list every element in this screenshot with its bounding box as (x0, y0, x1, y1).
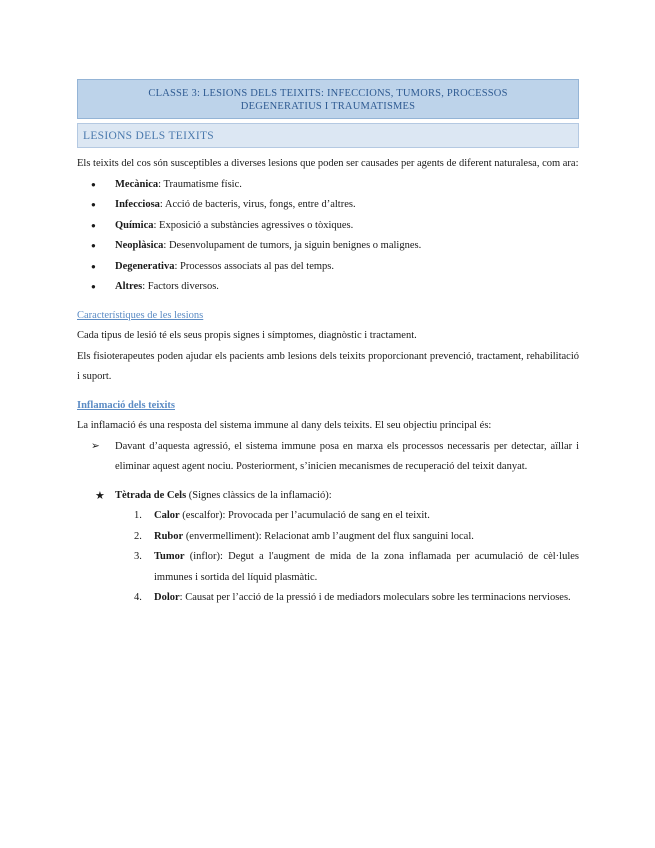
bullet-icon: ● (91, 179, 96, 189)
list-item: 3. Tumor (inflor): Degut a l'augment de mida de la zona inflamada per acumulació de cèl·lules immunes i sortida del líquid plasmàtic. (134, 551, 579, 583)
causes-list (77, 175, 579, 298)
bullet-icon: ● (91, 261, 96, 271)
title-line-2: DEGENERATIUS I TRAUMATISMES (240, 101, 416, 112)
tetrad-term: Tètrada de Cels (115, 489, 187, 501)
arrow-item-text: Davant d’aquesta agressió, el sistema immune posa en marxa els processos necessaris per detectar, aïllar i eliminar aquest agent nociu. Posteriorment, s’inicien mecanismes de recuperació del teixit danyat. (115, 440, 579, 472)
star-icon: ★ (95, 489, 105, 502)
list-item: 4. Dolor: Causat per l’acció de la pressió i de mediadors moleculars sobre les terminacions nervioses. (134, 592, 571, 603)
bullet-icon: ● (91, 200, 96, 209)
section-heading: LESIONS DELS TEIXITS (77, 123, 579, 148)
list-item: ● Mecànica: Traumatisme físic. (77, 175, 579, 196)
bullet-icon: ● (91, 220, 96, 230)
characteristics-paragraph-2: Els fisioterapeutes poden ajudar els pacients amb lesions dels teixits proporcionant prevenció, tractament, rehabilitació i suport. (77, 350, 579, 382)
characteristics-paragraph-1: Cada tipus de lesió té els seus propis signes i símptomes, diagnòstic i tractament. (77, 330, 417, 341)
characteristics-heading: Característiques de les lesions (77, 309, 204, 321)
inflammation-heading: Inflamació dels teixits (77, 399, 175, 411)
list-item: 1. Calor (escalfor): Provocada per l’acumulació de sang en el teixit. (134, 510, 430, 521)
bullet-icon: ● (91, 282, 96, 291)
page-title (77, 79, 579, 119)
inflammation-paragraph: La inflamació és una resposta del sistema immune al dany dels teixits. El seu objectiu principal és: (77, 420, 492, 431)
list-item: ● Neoplàsica: Desenvolupament de tumors, ja siguin benignes o malignes. (77, 236, 579, 257)
document-page (77, 79, 579, 609)
title-line-1: CLASSE 3: LESIONS DELS TEIXITS: INFECCIONS, TUMORS, PROCESSOS (148, 88, 508, 99)
list-item: 2. Rubor (envermelliment): Relacionat amb l’augment del flux sanguini local. (134, 530, 474, 542)
bullet-icon: ● (91, 241, 96, 250)
tetrad-item (77, 486, 579, 507)
list-item: ● Infecciosa: Acció de bacteris, virus, fongs, entre d’altres. (77, 195, 579, 216)
intro-paragraph: Els teixits del cos són susceptibles a diverses lesions que poden ser causades per agents de diferent naturalesa, com ara: (77, 158, 579, 169)
list-item: ● Altres: Factors diversos. (77, 277, 579, 298)
arrow-bullet-icon: ➢ (91, 440, 100, 452)
list-item: ● Química: Exposició a substàncies agressives o tòxiques. (77, 216, 579, 237)
tetrad-desc: (Signes clàssics de la inflamació): (186, 489, 332, 501)
list-item: ● Degenerativa: Processos associats al pas del temps. (77, 257, 579, 278)
arrow-list-item (77, 437, 579, 478)
signs-list (77, 506, 579, 609)
